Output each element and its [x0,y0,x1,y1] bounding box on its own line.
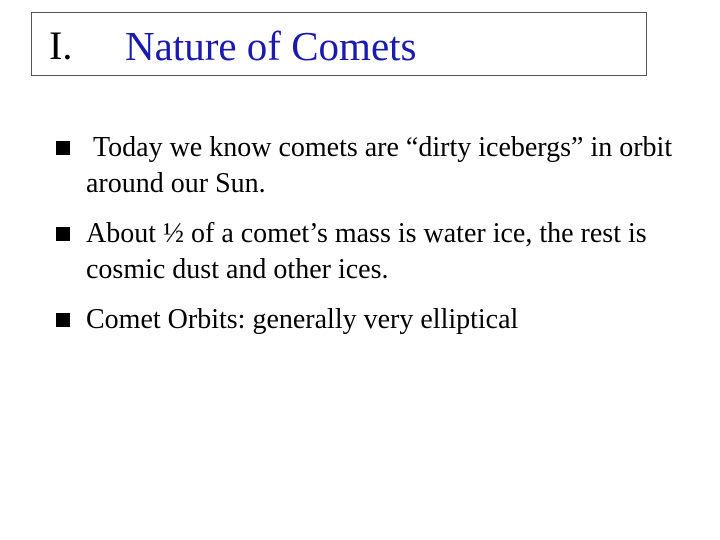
section-number: I. [49,23,73,68]
square-bullet-icon [56,227,70,241]
bullet-item [54,216,694,288]
square-bullet-icon [56,313,70,327]
slide-title: Nature of Comets [125,23,417,69]
bullet-text: Comet Orbits: generally very elliptical [86,304,519,335]
bullet-text: Today we know comets are “dirty icebergs” in orbit around our Sun. [86,132,680,199]
square-bullet-icon [56,141,70,155]
bullet-list [54,130,694,352]
title-box [31,12,647,76]
bullet-item [54,130,694,202]
bullet-item [54,302,694,338]
bullet-text: About ½ of a comet’s mass is water ice, the rest is cosmic dust and other ices. [86,218,647,285]
